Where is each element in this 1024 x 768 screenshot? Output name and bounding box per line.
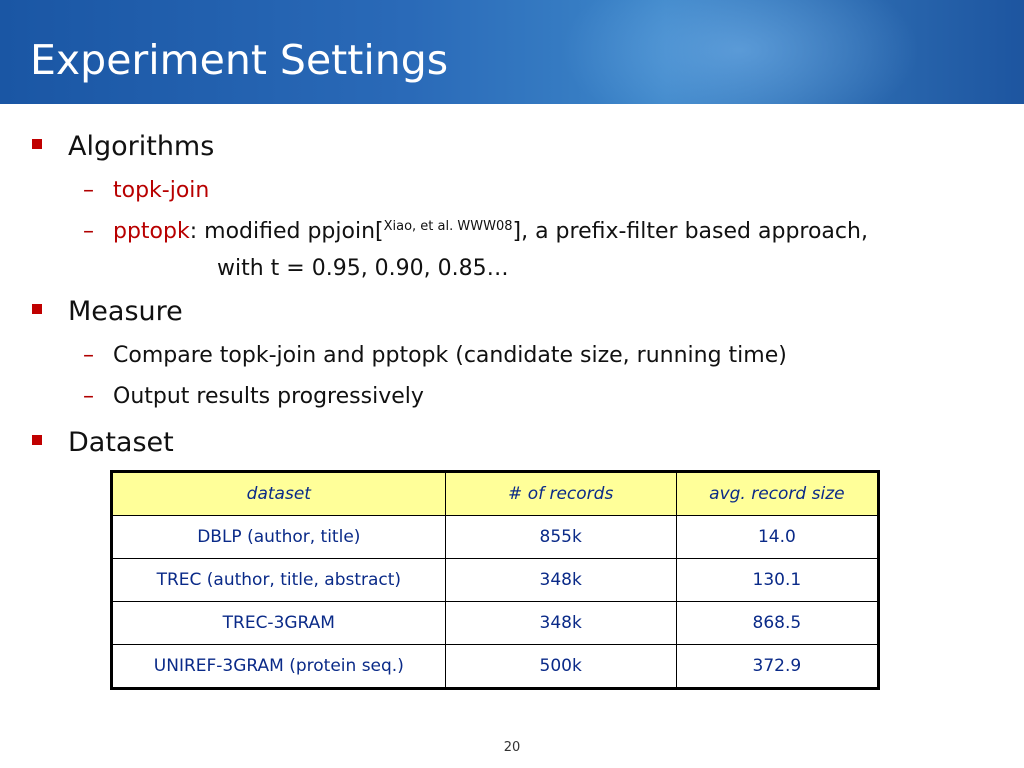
table-cell: DBLP (author, title) [112,516,446,559]
table-cell: 855k [445,516,676,559]
table-cell: 348k [445,559,676,602]
table-cell: 868.5 [676,602,878,645]
bullet-measure-label: Measure [68,296,183,327]
dash-marker: – [83,384,94,409]
bullet-measure [32,295,183,329]
table-header-cell: dataset [112,472,446,516]
table-header-cell: # of records [445,472,676,516]
pptopk-desc-before: : modified ppjoin[ [189,219,384,244]
bullet-square-icon [32,435,42,445]
pptopk-citation: Xiao, et al. WWW08 [383,219,513,234]
table-cell: TREC (author, title, abstract) [112,559,446,602]
table-header-cell: avg. record size [676,472,878,516]
bullet-algorithms-label: Algorithms [68,131,215,162]
table-cell: 14.0 [676,516,878,559]
sub-item-measure-compare [83,341,787,371]
table-row [112,645,879,689]
table-row [112,602,879,645]
pptopk-thresholds: with t = 0.95, 0.90, 0.85… [217,256,509,281]
table-cell: TREC-3GRAM [112,602,446,645]
sub-item-pptopk [83,217,868,250]
table-header-row [112,472,879,516]
table-cell: 130.1 [676,559,878,602]
dataset-table [110,470,880,690]
dash-marker: – [83,178,94,203]
bullet-square-icon [32,139,42,149]
measure-item-text: Output results progressively [113,384,424,409]
algorithm-name-pptopk: pptopk [113,219,190,244]
page-number: 20 [503,740,521,755]
title-bar [0,0,1024,104]
dash-marker: – [83,219,94,244]
table-cell: 500k [445,645,676,689]
table-cell: 372.9 [676,645,878,689]
bullet-algorithms [32,130,214,164]
bullet-square-icon [32,304,42,314]
table-row [112,516,879,559]
sub-item-topk-join [83,176,209,206]
bullet-dataset-label: Dataset [68,427,174,458]
measure-item-text: Compare topk-join and pptopk (candidate size, running time) [113,343,787,368]
pptopk-desc-after: ], a prefix-filter based approach, [512,219,868,244]
slide-title: Experiment Settings [30,36,449,84]
sub-item-measure-output [83,382,424,412]
title-bar-glow [560,0,920,104]
algorithm-name-topk-join: topk-join [113,178,210,203]
dash-marker: – [83,343,94,368]
table-cell: 348k [445,602,676,645]
table-cell: UNIREF-3GRAM (protein seq.) [112,645,446,689]
table-row [112,559,879,602]
bullet-dataset [32,426,174,460]
